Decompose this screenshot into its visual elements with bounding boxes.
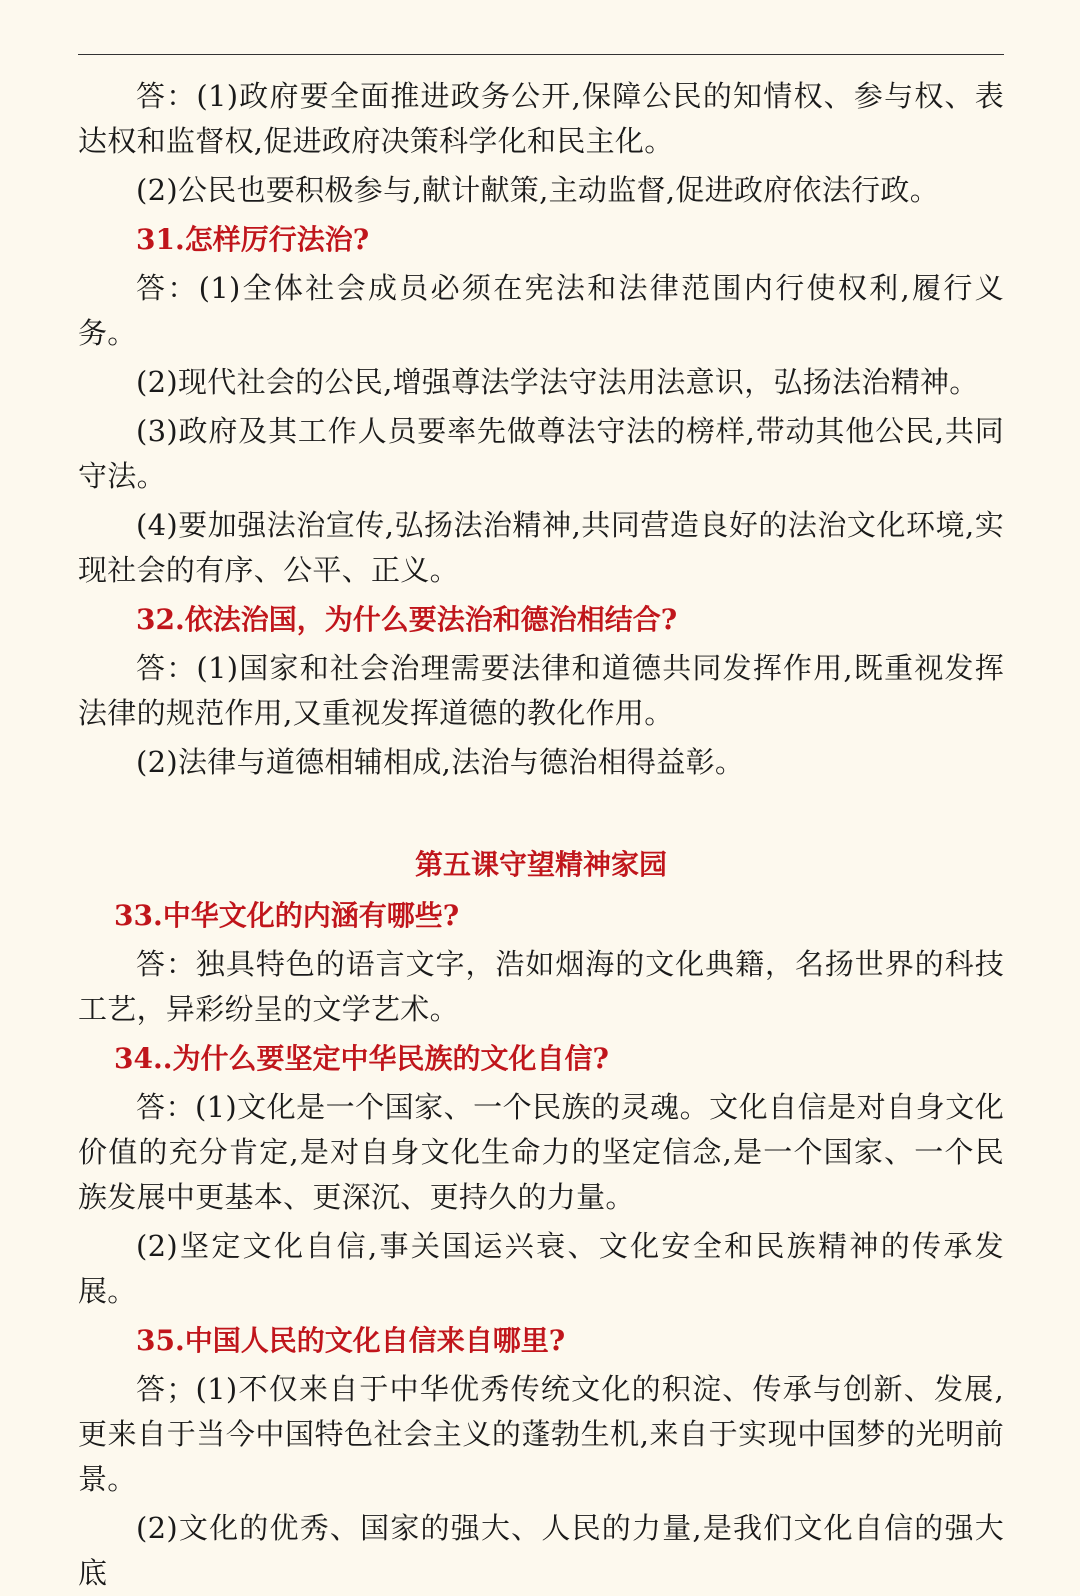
answer-34-part-2: (2)坚定文化自信,事关国运兴衰、文化安全和民族精神的传承发展。 xyxy=(78,1229,1004,1308)
answer-34-part-1: 答：(1)文化是一个国家、一个民族的灵魂。文化自信是对自身文化价值的充分肯定,是对自身文化生命力的坚定信念,是一个国家、一个民族发展中更基本、更深沉、更持久的力量。 xyxy=(78,1090,1004,1214)
answer-35-part-2: (2)文化的优秀、国家的强大、人民的力量,是我们文化自信的强大底 xyxy=(78,1511,1004,1590)
answer-33: 答：独具特色的语言文字，浩如烟海的文化典籍，名扬世界的科技工艺，异彩纷呈的文学艺术。 xyxy=(78,947,1004,1026)
answer-32-part-2: (2)法律与道德相辅相成,法治与德治相得益彰。 xyxy=(136,745,745,779)
answer-31-part-4: (4)要加强法治宣传,弘扬法治精神,共同营造良好的法治文化环境,实现社会的有序、公平、正义。 xyxy=(78,508,1004,587)
question-33: 33.中华文化的内涵有哪些? xyxy=(114,899,460,932)
top-divider xyxy=(78,54,1004,55)
section-title-lesson-5: 第五课守望精神家园 xyxy=(414,848,667,881)
answer-30-part-2: (2)公民也要积极参与,献计献策,主动监督,促进政府依法行政。 xyxy=(136,173,940,207)
question-34: 34..为什么要坚定中华民族的文化自信? xyxy=(114,1042,609,1075)
answer-35-part-1: 答；(1)不仅来自于中华优秀传统文化的积淀、传承与创新、发展,更来自于当今中国特色社会主义的蓬勃生机,来自于实现中国梦的光明前景。 xyxy=(78,1372,1004,1496)
question-35: 35.中国人民的文化自信来自哪里? xyxy=(136,1324,566,1357)
question-31: 31.怎样厉行法治? xyxy=(136,223,370,256)
answer-32-part-1: 答：(1)国家和社会治理需要法律和道德共同发挥作用,既重视发挥法律的规范作用,又重视发挥道德的教化作用。 xyxy=(78,651,1004,730)
question-32: 32.依法治国，为什么要法治和德治相结合? xyxy=(136,603,678,636)
answer-31-part-1: 答：(1)全体社会成员必须在宪法和法律范围内行使权利,履行义务。 xyxy=(78,271,1004,350)
document-body xyxy=(78,74,1004,1596)
answer-31-part-2: (2)现代社会的公民,增强尊法学法守法用法意识，弘扬法治精神。 xyxy=(136,365,979,399)
answer-30-part-1: 答：(1)政府要全面推进政务公开,保障公民的知情权、参与权、表达权和监督权,促进政府决策科学化和民主化。 xyxy=(78,79,1004,158)
answer-31-part-3: (3)政府及其工作人员要率先做尊法守法的榜样,带动其他公民,共同守法。 xyxy=(78,414,1004,493)
